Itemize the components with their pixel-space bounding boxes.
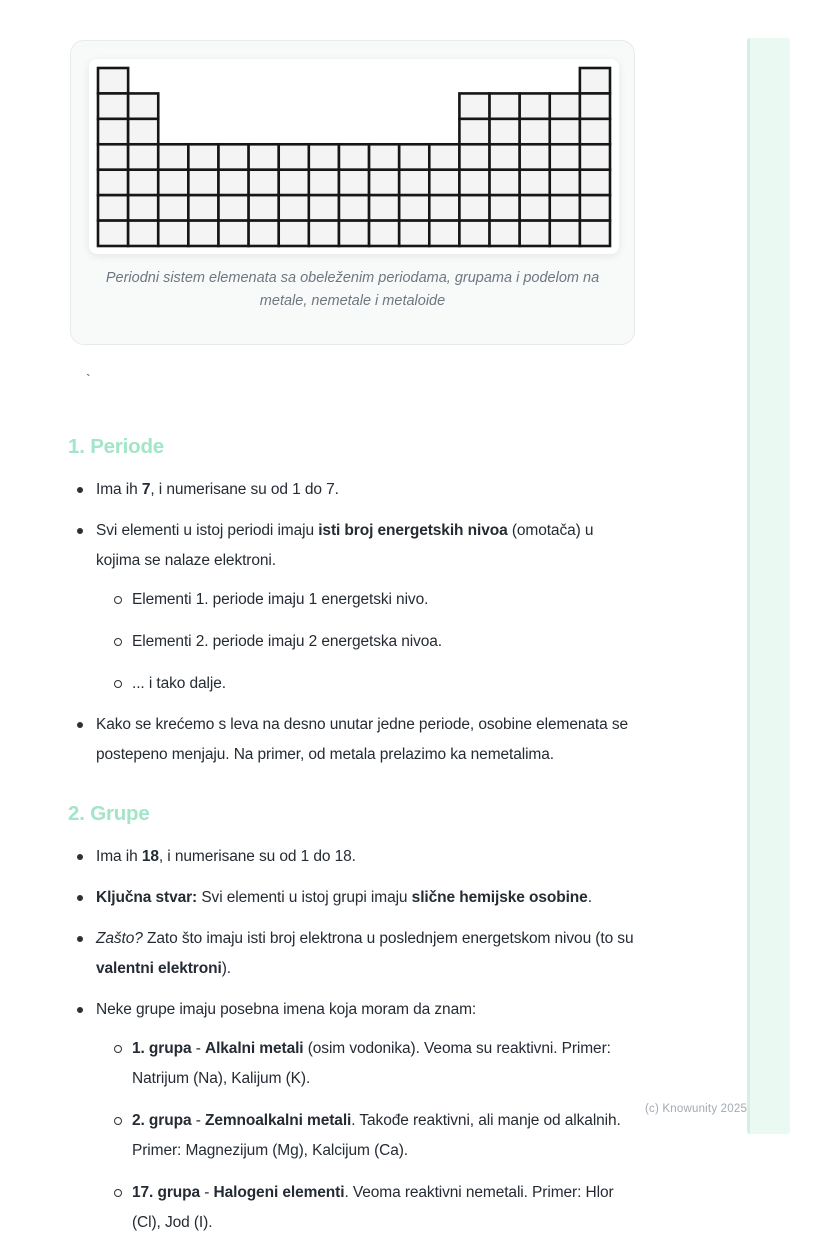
periode-sub-list xyxy=(96,585,640,699)
sub-list-item xyxy=(106,669,640,699)
figure-card xyxy=(70,40,635,345)
periodic-table-sketch xyxy=(96,66,612,248)
sub-list-item xyxy=(106,1178,640,1238)
sub-list-item xyxy=(106,1034,640,1094)
figure-caption: Periodni sistem elemenata sa obeleženim periodama, grupama i podelom na metale, nemetale i metaloide xyxy=(105,270,600,309)
section-periode xyxy=(68,434,640,770)
list-item-text: Elementi 1. periode imaju 1 energetski nivo. xyxy=(132,591,429,608)
list-item-text: Kako se krećemo s leva na desno unutar jedne periode, osobine elemenata se postepeno menjaju. Na primer, od metala prelazimo ka nemetalima. xyxy=(96,716,629,763)
list-item-text: 17. grupa - Halogeni elementi. Veoma reaktivni nemetali. Primer: Hlor (Cl), Jod (I). xyxy=(132,1184,614,1231)
list-item xyxy=(68,842,640,872)
sub-list-item xyxy=(106,627,640,657)
stray-backtick-character: ` xyxy=(86,371,91,387)
section-heading-periode: 1. Periode xyxy=(68,435,164,458)
list-item xyxy=(68,995,640,1238)
list-item-text: ... i tako dalje. xyxy=(132,675,226,692)
list-item-text: Ima ih 18, i numerisane su od 1 do 18. xyxy=(96,848,356,865)
list-item xyxy=(68,516,640,699)
list-item-text: Elementi 2. periode imaju 2 energetska nivoa. xyxy=(132,633,442,650)
periode-list xyxy=(68,475,640,770)
list-item-text: 2. grupa - Zemnoalkalni metali. Takođe reaktivni, ali manje od alkalnih. Primer: Magnezijum (Mg), Kalcijum (Ca). xyxy=(132,1112,621,1159)
copyright-notice: (c) Knowunity 2025 xyxy=(645,1103,748,1115)
section-heading-grupe: 2. Grupe xyxy=(68,802,150,825)
list-item-text: Svi elementi u istoj periodi imaju isti broj energetskih nivoa (omotača) u kojima se nalaze elektroni. xyxy=(96,522,594,569)
section-grupe xyxy=(68,801,640,1238)
sub-list-item xyxy=(106,1106,640,1166)
grupe-list xyxy=(68,842,640,1238)
list-item xyxy=(68,710,640,770)
periodic-table-figure xyxy=(89,59,619,254)
list-item-text: Zašto? Zato što imaju isti broj elektrona u poslednjem energetskom nivou (to su valentni elektroni). xyxy=(96,930,634,977)
list-item xyxy=(68,475,640,505)
grupe-sub-list xyxy=(96,1034,640,1238)
list-item-text: Neke grupe imaju posebna imena koja moram da znam: xyxy=(96,1001,477,1018)
list-item-text: 1. grupa - Alkalni metali (osim vodonika). Veoma su reaktivni. Primer: Natrijum (Na), Kalijum (K). xyxy=(132,1040,611,1087)
note-body xyxy=(68,434,640,1249)
list-item xyxy=(68,883,640,913)
list-item xyxy=(68,924,640,984)
right-margin-stripe xyxy=(747,38,790,1134)
list-item-text: Ima ih 7, i numerisane su od 1 do 7. xyxy=(96,481,339,498)
list-item-text: Ključna stvar: Svi elementi u istoj grupi imaju slične hemijske osobine. xyxy=(96,889,592,906)
sub-list-item xyxy=(106,585,640,615)
